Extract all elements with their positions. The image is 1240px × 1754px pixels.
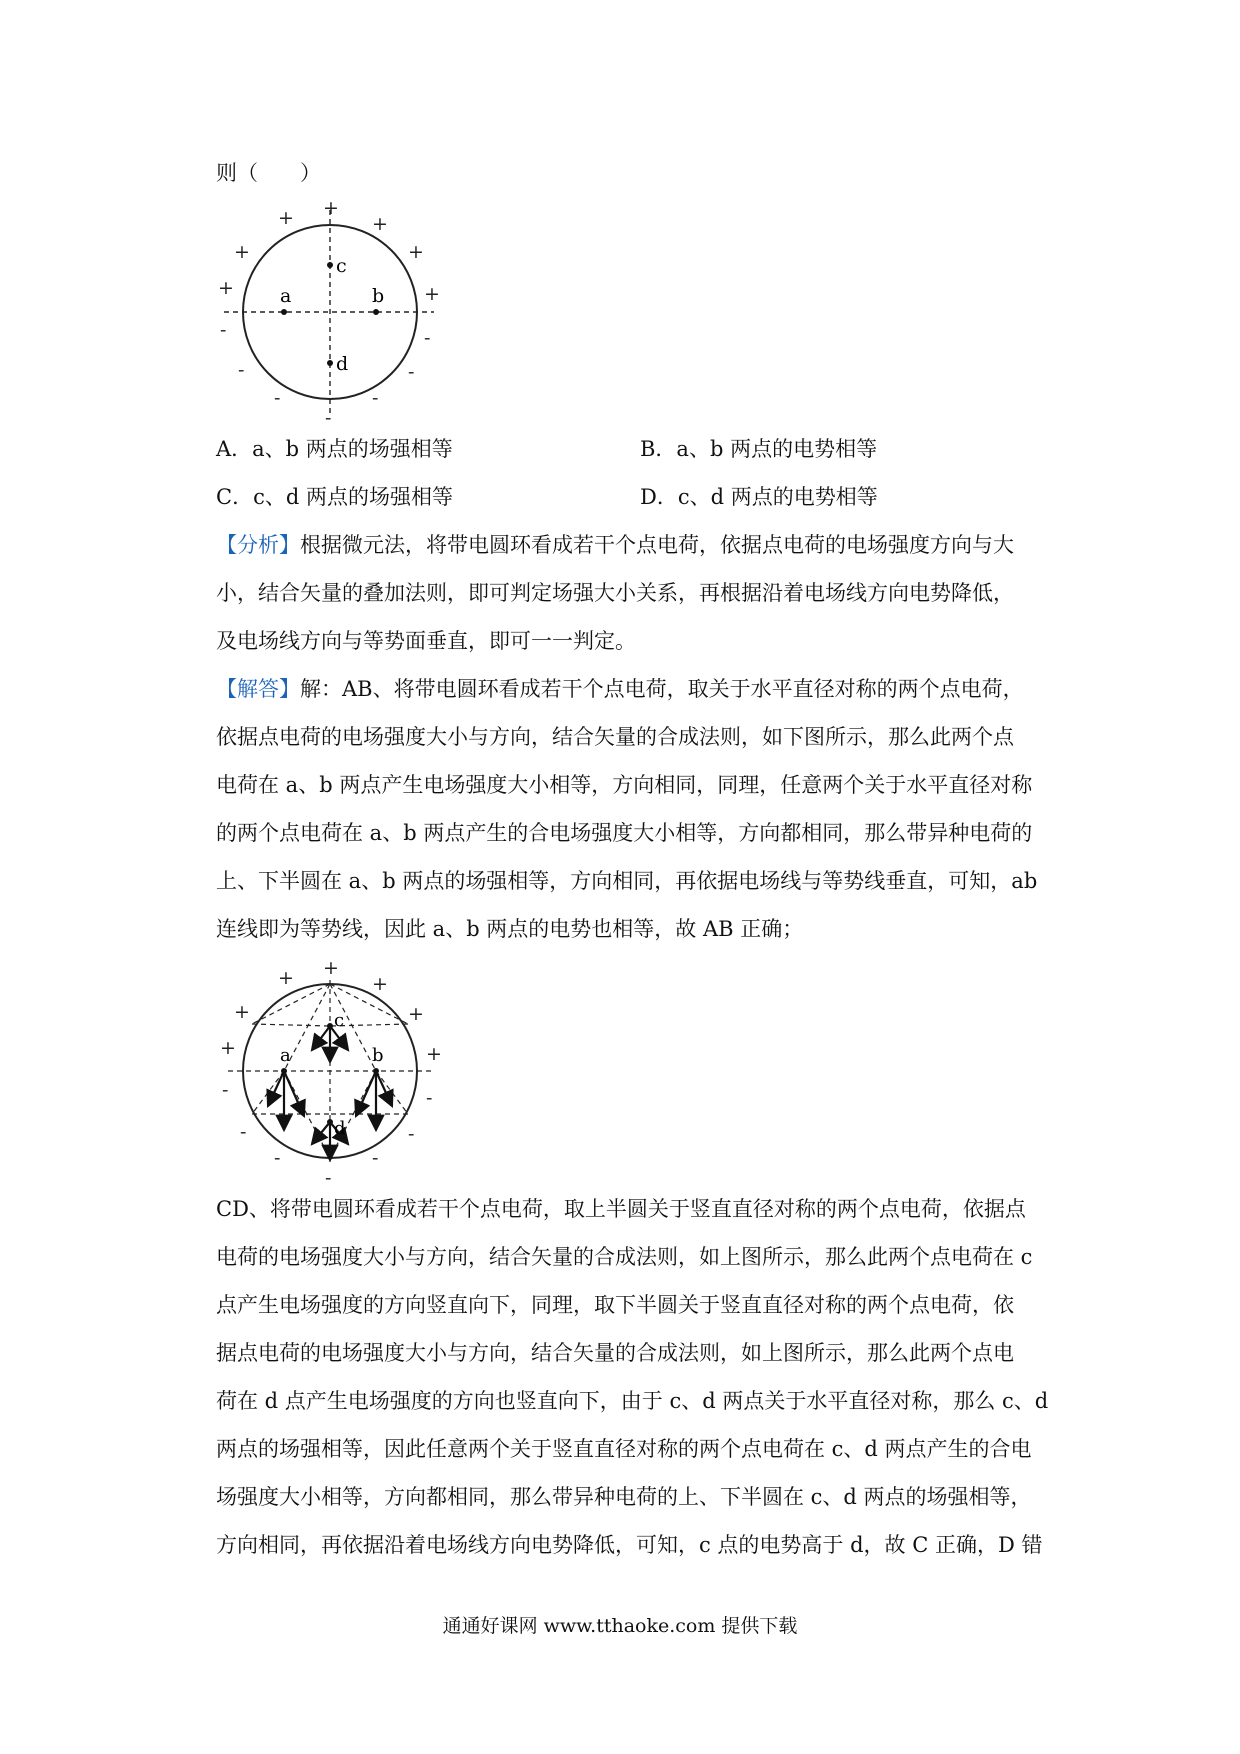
label-d: d bbox=[334, 1118, 346, 1139]
answer-text: 解：AB、将带电圆环看成若干个点电荷，取关于水平直径对称的两个点电荷， bbox=[300, 677, 1024, 701]
answer2-line-1: CD、将带电圆环看成若干个点电荷，取上半圆关于竖直直径对称的两个点电荷，依据点 bbox=[216, 1197, 1026, 1221]
label-b: b bbox=[372, 285, 385, 307]
label-b: b bbox=[372, 1045, 384, 1066]
answer-line-1 bbox=[216, 674, 1024, 704]
answer2-line-7: 场强度大小相等，方向都相同，那么带异种电荷的上、下半圆在 c、d 两点的场强相等， bbox=[216, 1485, 1032, 1509]
answer2-line-2: 电荷的电场强度大小与方向，结合矢量的合成法则，如上图所示，那么此两个点电荷在 c bbox=[216, 1245, 1033, 1269]
plus-sign: + bbox=[424, 283, 440, 305]
question-stem: 则（ ） bbox=[216, 161, 321, 185]
label-d: d bbox=[336, 353, 349, 375]
answer-line-3: 电荷在 a、b 两点产生电场强度大小相等，方向相同，同理，任意两个关于水平直径对称 bbox=[216, 773, 1033, 797]
plus-sign: + bbox=[426, 1043, 442, 1065]
option-b: B．a、b 两点的电势相等 bbox=[640, 437, 878, 461]
minus-sign: - bbox=[238, 359, 245, 381]
answer2-line-4: 据点电荷的电场强度大小与方向，结合矢量的合成法则，如上图所示，那么此两个点电 bbox=[216, 1341, 1014, 1365]
minus-sign: - bbox=[274, 1147, 281, 1169]
answer2-line-5: 荷在 d 点产生电场强度的方向也竖直向下，由于 c、d 两点关于水平直径对称，那么 c、d bbox=[216, 1389, 1049, 1413]
plus-sign: + bbox=[278, 207, 294, 229]
option-a: A．a、b 两点的场强相等 bbox=[216, 437, 453, 461]
label-c: c bbox=[336, 255, 347, 277]
plus-sign: + bbox=[278, 967, 294, 989]
figure-charged-ring bbox=[212, 196, 452, 426]
label-c: c bbox=[334, 1010, 345, 1031]
answer2-line-6: 两点的场强相等，因此任意两个关于竖直直径对称的两个点电荷在 c、d 两点产生的合电 bbox=[216, 1437, 1032, 1461]
plus-sign: + bbox=[218, 277, 234, 299]
analysis-line-2: 小，结合矢量的叠加法则，即可判定场强大小关系，再根据沿着电场线方向电势降低， bbox=[216, 581, 1014, 605]
plus-sign: + bbox=[372, 213, 388, 235]
plus-sign: + bbox=[220, 1037, 236, 1059]
answer-line-5: 上、下半圆在 a、b 两点的场强相等，方向相同，再依据电场线与等势线垂直，可知，ab bbox=[216, 869, 1038, 893]
minus-sign: - bbox=[220, 319, 227, 341]
option-c: C．c、d 两点的场强相等 bbox=[216, 485, 453, 509]
answer-tag: 【解答】 bbox=[216, 677, 300, 701]
minus-sign: - bbox=[372, 387, 379, 409]
plus-sign: + bbox=[323, 197, 339, 219]
minus-sign: - bbox=[426, 1087, 433, 1109]
minus-sign: - bbox=[408, 361, 415, 383]
minus-sign: - bbox=[240, 1121, 247, 1143]
minus-sign: - bbox=[274, 387, 281, 409]
plus-sign: + bbox=[234, 1001, 250, 1023]
analysis-line-3: 及电场线方向与等势面垂直，即可一一判定。 bbox=[216, 629, 636, 653]
answer2-line-8: 方向相同，再依据沿着电场线方向电势降低，可知，c 点的电势高于 d，故 C 正确，D 错 bbox=[216, 1533, 1043, 1557]
analysis-line-1 bbox=[216, 530, 1014, 560]
figure-field-vectors bbox=[212, 954, 452, 1186]
answer2-line-3: 点产生电场强度的方向竖直向下，同理，取下半圆关于竖直直径对称的两个点电荷，依 bbox=[216, 1293, 1014, 1317]
plus-sign: + bbox=[372, 973, 388, 995]
minus-sign: - bbox=[424, 327, 431, 349]
analysis-text: 根据微元法，将带电圆环看成若干个点电荷，依据点电荷的电场强度方向与大 bbox=[300, 533, 1014, 557]
option-d: D．c、d 两点的电势相等 bbox=[640, 485, 878, 509]
plus-sign: + bbox=[234, 241, 250, 263]
minus-sign: - bbox=[372, 1147, 379, 1169]
plus-sign: + bbox=[323, 957, 339, 979]
analysis-tag: 【分析】 bbox=[216, 533, 300, 557]
minus-sign: - bbox=[222, 1079, 229, 1101]
minus-sign: - bbox=[325, 1167, 332, 1186]
label-a: a bbox=[280, 285, 292, 307]
plus-sign: + bbox=[408, 1003, 424, 1025]
label-a: a bbox=[280, 1045, 291, 1066]
page-footer: 通通好课网 www.tthaoke.com 提供下载 bbox=[442, 1615, 798, 1637]
minus-sign: - bbox=[325, 407, 332, 426]
plus-sign: + bbox=[408, 241, 424, 263]
answer-line-6: 连线即为等势线，因此 a、b 两点的电势也相等，故 AB 正确； bbox=[216, 917, 804, 941]
answer-line-4: 的两个点电荷在 a、b 两点产生的合电场强度大小相等，方向都相同，那么带异种电荷的 bbox=[216, 821, 1033, 845]
minus-sign: - bbox=[408, 1123, 415, 1145]
answer-line-2: 依据点电荷的电场强度大小与方向，结合矢量的合成法则，如下图所示，那么此两个点 bbox=[216, 725, 1014, 749]
